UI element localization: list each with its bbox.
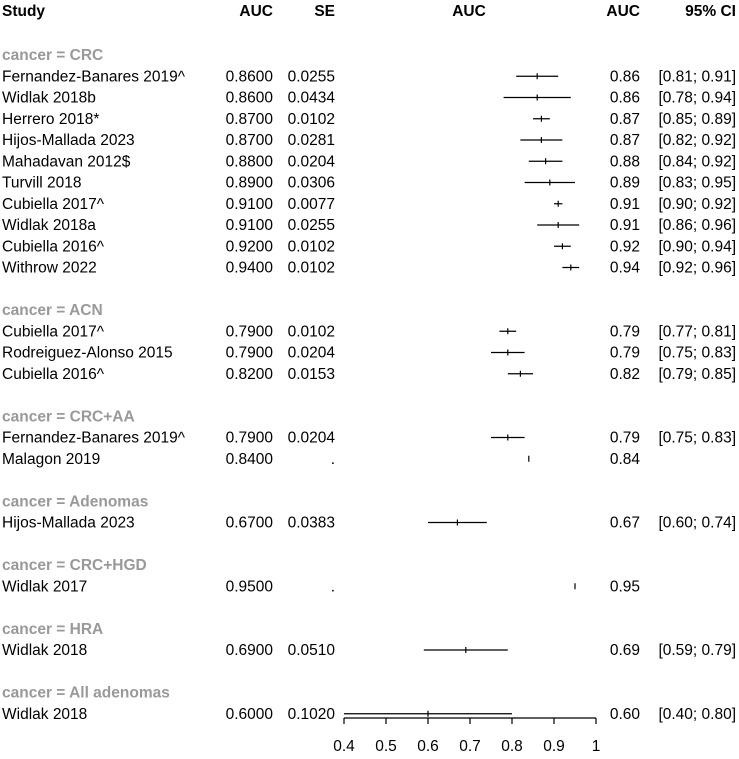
study-ci: [0.84; 0.92] bbox=[658, 153, 736, 171]
study-se: 0.0434 bbox=[287, 89, 335, 107]
study-row bbox=[2, 217, 736, 234]
study-auc-right: 0.79 bbox=[609, 429, 640, 447]
study-auc-right: 0.86 bbox=[609, 68, 640, 86]
study-ci: [0.78; 0.94] bbox=[658, 89, 736, 107]
header-plot-auc: AUC bbox=[452, 3, 486, 20]
study-auc-right: 0.67 bbox=[609, 514, 640, 532]
axis-tick-label: 0.9 bbox=[543, 738, 565, 755]
study-auc: 0.9200 bbox=[225, 238, 273, 256]
study-ci: [0.90; 0.94] bbox=[658, 238, 736, 256]
study-ci: [0.79; 0.85] bbox=[658, 365, 736, 383]
axis-tick-label: 0.8 bbox=[501, 738, 523, 755]
header-row bbox=[2, 3, 736, 20]
study-auc: 0.8700 bbox=[225, 132, 273, 149]
study-auc-right: 0.84 bbox=[609, 450, 640, 468]
study-row bbox=[2, 642, 736, 659]
group-label: cancer = All adenomas bbox=[2, 684, 170, 702]
study-auc: 0.7900 bbox=[225, 429, 273, 447]
study-se: 0.0102 bbox=[287, 323, 335, 341]
study-name: Hijos-Mallada 2023 bbox=[2, 132, 135, 149]
study-auc-right: 0.89 bbox=[609, 174, 640, 192]
study-se: . bbox=[330, 578, 335, 596]
study-se: 0.0281 bbox=[287, 132, 335, 149]
study-name: Cubiella 2017^ bbox=[2, 195, 105, 213]
group-block bbox=[2, 408, 736, 468]
study-ci: [0.90; 0.92] bbox=[658, 195, 736, 213]
study-name: Withrow 2022 bbox=[2, 259, 97, 277]
study-ci: [0.75; 0.83] bbox=[658, 344, 736, 362]
study-name: Cubiella 2016^ bbox=[2, 365, 105, 383]
header-ci: 95% CI bbox=[685, 3, 736, 20]
study-auc-right: 0.87 bbox=[609, 132, 640, 149]
study-auc: 0.6900 bbox=[225, 642, 273, 659]
study-se: 0.1020 bbox=[287, 705, 335, 723]
study-auc: 0.7900 bbox=[225, 344, 273, 362]
study-name: Fernandez-Banares 2019^ bbox=[2, 68, 186, 86]
study-row bbox=[2, 238, 736, 255]
study-row bbox=[2, 260, 736, 277]
study-auc: 0.7900 bbox=[225, 323, 273, 341]
study-ci: [0.92; 0.96] bbox=[658, 259, 736, 277]
study-se: 0.0102 bbox=[287, 238, 335, 256]
header-auc: AUC bbox=[239, 3, 273, 20]
study-ci: [0.83; 0.95] bbox=[658, 174, 736, 192]
study-row bbox=[2, 323, 736, 340]
study-auc-right: 0.86 bbox=[609, 89, 640, 107]
study-ci: [0.40; 0.80] bbox=[658, 705, 736, 723]
study-se: 0.0306 bbox=[287, 174, 335, 192]
study-ci: [0.59; 0.79] bbox=[658, 642, 736, 659]
group-block bbox=[2, 493, 736, 531]
study-name: Widlak 2017 bbox=[2, 578, 88, 596]
study-auc-right: 0.79 bbox=[609, 344, 640, 362]
study-ci: [0.77; 0.81] bbox=[658, 323, 736, 341]
study-auc-right: 0.79 bbox=[609, 323, 640, 341]
study-auc-right: 0.82 bbox=[609, 365, 640, 383]
group-block bbox=[2, 302, 736, 383]
study-row bbox=[2, 196, 736, 213]
header-se: SE bbox=[314, 3, 335, 20]
study-se: 0.0510 bbox=[287, 642, 335, 659]
study-se: 0.0204 bbox=[287, 429, 335, 447]
study-row bbox=[2, 153, 736, 170]
study-row bbox=[2, 345, 736, 362]
study-ci: [0.85; 0.89] bbox=[658, 110, 736, 128]
study-row bbox=[2, 175, 736, 192]
study-name: Rodreiguez-Alonso 2015 bbox=[2, 344, 173, 362]
x-axis bbox=[333, 718, 600, 755]
group-label: cancer = CRC bbox=[2, 47, 104, 64]
study-se: 0.0153 bbox=[287, 365, 335, 383]
study-auc-right: 0.87 bbox=[609, 110, 640, 128]
axis-tick-label: 0.7 bbox=[459, 738, 481, 755]
study-se: 0.0102 bbox=[287, 110, 335, 128]
study-row bbox=[2, 90, 736, 107]
group-block bbox=[2, 47, 736, 277]
study-name: Malagon 2019 bbox=[2, 450, 101, 468]
study-name: Widlak 2018 bbox=[2, 642, 88, 659]
study-row bbox=[2, 706, 736, 723]
study-name: Fernandez-Banares 2019^ bbox=[2, 429, 186, 447]
study-auc: 0.9100 bbox=[225, 217, 273, 234]
study-auc-right: 0.95 bbox=[609, 578, 640, 596]
study-auc: 0.9500 bbox=[225, 578, 273, 596]
study-row bbox=[2, 132, 736, 149]
study-auc: 0.8400 bbox=[225, 450, 273, 468]
study-row bbox=[2, 430, 736, 447]
study-auc: 0.8800 bbox=[225, 153, 273, 171]
group-label: cancer = CRC+HGD bbox=[2, 557, 147, 574]
forest-rows bbox=[2, 47, 736, 723]
group-label: cancer = Adenomas bbox=[2, 493, 149, 511]
study-ci: [0.86; 0.96] bbox=[658, 217, 736, 234]
study-se: 0.0102 bbox=[287, 259, 335, 277]
header-study: Study bbox=[2, 3, 46, 20]
study-auc: 0.8600 bbox=[225, 68, 273, 86]
study-auc: 0.8200 bbox=[225, 365, 273, 383]
study-row bbox=[2, 111, 736, 128]
study-auc-right: 0.92 bbox=[609, 238, 640, 256]
study-name: Cubiella 2016^ bbox=[2, 238, 105, 256]
study-name: Widlak 2018b bbox=[2, 89, 96, 107]
group-label: cancer = HRA bbox=[2, 620, 104, 638]
study-auc-right: 0.94 bbox=[609, 259, 640, 277]
group-block bbox=[2, 685, 736, 723]
study-name: Hijos-Mallada 2023 bbox=[2, 514, 135, 532]
group-label: cancer = ACN bbox=[2, 302, 103, 319]
axis-tick-label: 0.6 bbox=[417, 738, 439, 755]
study-row bbox=[2, 515, 736, 532]
study-se: 0.0204 bbox=[287, 153, 335, 171]
study-se: 0.0077 bbox=[287, 195, 335, 213]
study-auc-right: 0.60 bbox=[609, 705, 640, 723]
header-auc-right: AUC bbox=[606, 3, 640, 20]
study-se: 0.0255 bbox=[287, 68, 335, 86]
study-name: Widlak 2018a bbox=[2, 217, 96, 234]
study-auc-right: 0.69 bbox=[609, 642, 640, 659]
study-auc-right: 0.91 bbox=[609, 217, 640, 234]
study-ci: [0.82; 0.92] bbox=[658, 132, 736, 149]
group-block bbox=[2, 557, 640, 595]
study-name: Turvill 2018 bbox=[2, 174, 82, 192]
study-row bbox=[2, 68, 736, 85]
study-name: Widlak 2018 bbox=[2, 705, 88, 723]
axis-tick-label: 0.4 bbox=[333, 738, 355, 755]
study-se: 0.0383 bbox=[287, 514, 335, 532]
study-auc: 0.8700 bbox=[225, 110, 273, 128]
study-auc-right: 0.88 bbox=[609, 153, 640, 171]
study-ci: [0.81; 0.91] bbox=[658, 68, 736, 86]
study-ci: [0.75; 0.83] bbox=[658, 429, 736, 447]
study-name: Herrero 2018* bbox=[2, 110, 100, 128]
study-name: Cubiella 2017^ bbox=[2, 323, 105, 341]
study-auc: 0.8600 bbox=[225, 89, 273, 107]
group-block bbox=[2, 621, 736, 659]
axis-tick-label: 1 bbox=[591, 738, 601, 755]
study-auc: 0.9400 bbox=[225, 259, 273, 277]
study-name: Mahadavan 2012$ bbox=[2, 153, 131, 171]
study-ci: [0.60; 0.74] bbox=[658, 514, 736, 532]
study-se: 0.0204 bbox=[287, 344, 335, 362]
study-auc: 0.6000 bbox=[225, 705, 273, 723]
study-row bbox=[2, 451, 640, 468]
axis-tick-label: 0.5 bbox=[375, 738, 397, 755]
group-label: cancer = CRC+AA bbox=[2, 408, 135, 426]
study-auc: 0.6700 bbox=[225, 514, 273, 532]
study-auc-right: 0.91 bbox=[609, 195, 640, 213]
study-row bbox=[2, 366, 736, 383]
study-auc: 0.8900 bbox=[225, 174, 273, 192]
study-se: . bbox=[330, 450, 335, 468]
study-se: 0.0255 bbox=[287, 217, 335, 234]
study-auc: 0.9100 bbox=[225, 195, 273, 213]
study-row bbox=[2, 578, 640, 595]
